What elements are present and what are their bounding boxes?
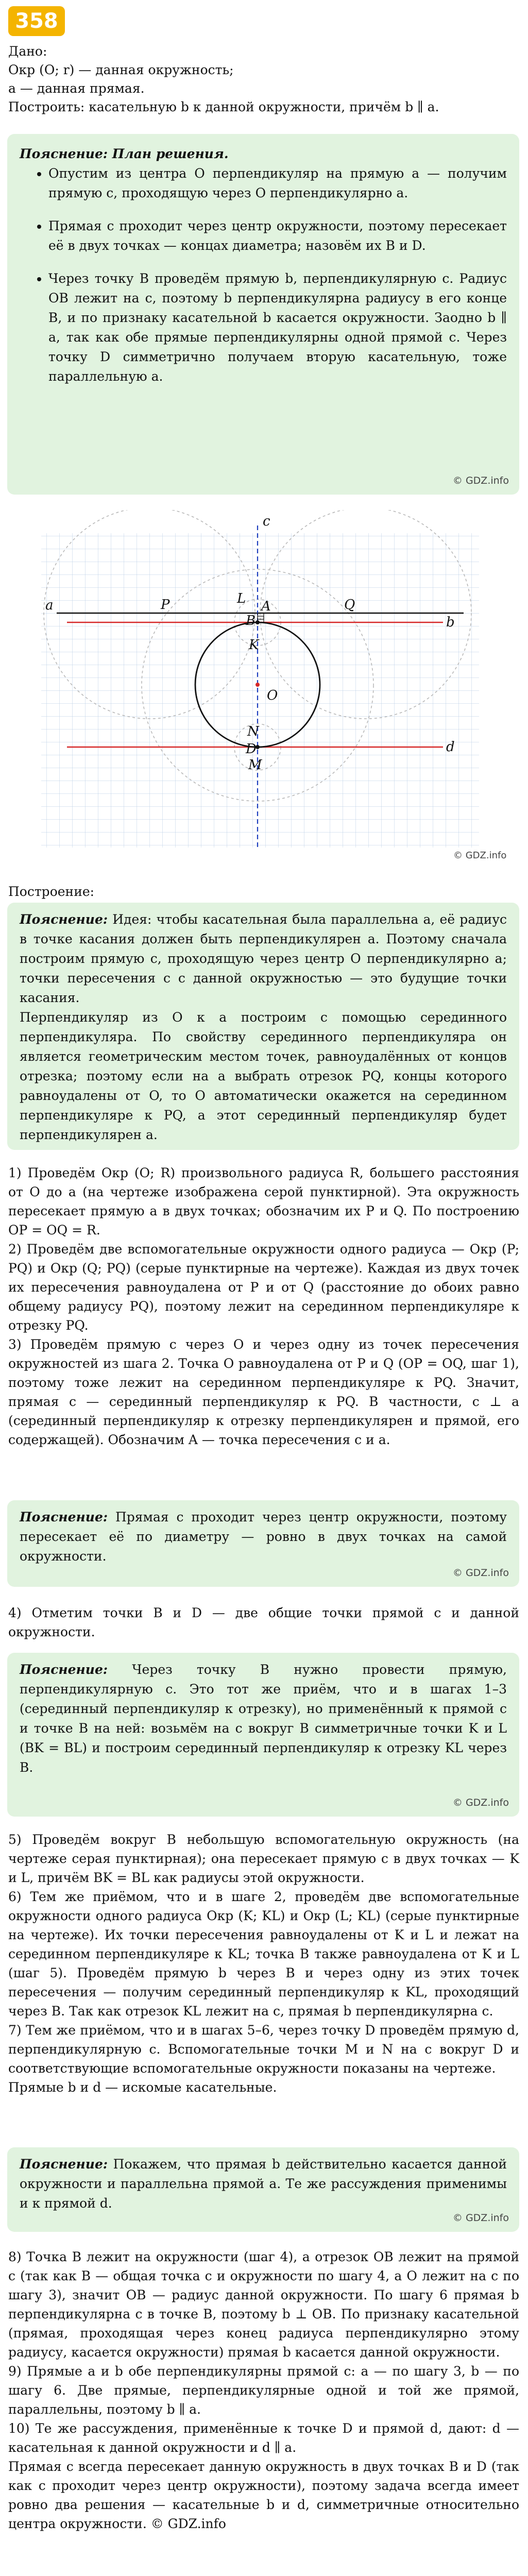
idea-paragraph xyxy=(20,910,507,1008)
explanation-text: Через точку B нужно провести прямую, перпендикулярную c. Это тот же приём, что и в шагах 1–3 (серединный перпендикуляр к отрезку), но применённый к прямой c и точке B на ней: возьмём на c вокруг B симметричные точки K и L (BK = BL) и построим серединный перпендикуляр к отрезку KL через B. xyxy=(20,1662,507,1775)
label-b-point: B xyxy=(246,613,256,629)
construction-figure xyxy=(21,510,507,860)
idea-text: Идея: чтобы касательная была параллельна a, её радиус в точке касания должен быть перпендикулярен a. Поэтому сначала построим прямую c, проходящую через центр O перпендикулярно a; точки пересечения c с данной окружностью — это будущие точки касания. xyxy=(20,912,507,1005)
explanation-paragraph xyxy=(20,1660,507,1777)
construction-heading: Построение: xyxy=(8,884,95,899)
step-paragraph: 6) Тем же приёмом, что и в шаге 2, проведём две вспомогательные окружности одного радиуса Окр (K; KL) и Окр (L; KL) (серые пунктирные на чертеже). Их точки пересечения равноудалены от K и L и лежат на серединном перпендикуляре к KL; точка B также равноудалена от K и L (шаг 5). Проведём прямую b через B и через одну из этих точек пересечения — получим серединный перпендикуляр к KL, проходящий через B. Так как отрезок KL лежит на c, прямая b перпендикулярна c. xyxy=(8,1889,519,2019)
steps-5-7 xyxy=(8,1830,519,2097)
label-p: P xyxy=(161,597,170,613)
given-label: Дано: xyxy=(8,44,47,59)
plan-title: Пояснение: План решения. xyxy=(20,146,229,161)
explanation-lead: Пояснение: xyxy=(20,1510,108,1524)
step-paragraph: 3) Проведём прямую c через O и через одну из точек пересечения окружностей из шага 2. Точка O равноудалена от P и Q (OP = OQ, шаг 1), поэтому тоже лежит на серединном перпендикуляре к PQ. Значит, прямая c — серединный перпендикуляр к PQ. В частности, c ⊥ a (серединный перпендикуляр к отрезку перпендикулярен и прямой, его содержащей). Обозначим A — точка пересечения c и a. xyxy=(8,1337,519,1447)
step-paragraph: Прямые b и d — искомые касательные. xyxy=(8,2080,277,2095)
label-k: K xyxy=(249,637,259,653)
label-q: Q xyxy=(344,597,355,613)
task-statement: Построить: касательную b к данной окружности, причём b ∥ a. xyxy=(8,99,439,114)
step-paragraph: 10) Те же рассуждения, применённые к точке D и прямой d, дают: d — касательная к данной окружности и d ∥ a. xyxy=(8,2421,519,2455)
label-b: b xyxy=(446,615,455,630)
given-section xyxy=(8,42,518,116)
explanation-lead: Пояснение: xyxy=(20,1662,108,1677)
gdz-watermark: © GDZ.info xyxy=(452,1567,509,1579)
label-c: c xyxy=(263,514,270,529)
label-d-point: D xyxy=(246,741,257,757)
center-point xyxy=(256,683,260,687)
label-o: O xyxy=(267,688,278,703)
label-n: N xyxy=(247,724,259,739)
step-paragraph: 4) Отметим точки B и D — две общие точки прямой c и данной окружности. xyxy=(8,1605,519,1639)
point-b xyxy=(256,620,260,624)
gdz-watermark: © GDZ.info xyxy=(452,1797,509,1808)
step-4 xyxy=(8,1603,519,1641)
grid-background xyxy=(41,533,479,848)
plan-item: • Через точку B проведём прямую b, перпендикулярную c. Радиус OB лежит на c, поэтому b перпендикулярна радиусу в его конце B, и по признаку касательной b касается окружности. Заодно b ∥ a, так как обе прямые перпендикулярны одной прямой c. Через точку D симметрично получаем вторую касательную, тоже параллельную a. xyxy=(48,269,507,386)
explanation-box-2 xyxy=(7,1500,519,1587)
explanation-box-4 xyxy=(7,2147,519,2232)
idea-paragraph-2: Перпендикуляр из O к a построим с помощью серединного перпендикуляра. По свойству серединного перпендикуляра он является геометрическим местом точек, равноудалённых от концов отрезка; поэтому если на a выбрать отрезок PQ, концы которого равноудалены от O, то O автоматически окажется на серединном перпендикуляре к PQ, а этот серединный перпендикуляр будет перпендикулярен a. xyxy=(20,1010,507,1142)
explanation-paragraph xyxy=(20,1507,507,1566)
label-l: L xyxy=(237,591,246,606)
gdz-watermark: © GDZ.info xyxy=(452,475,509,486)
given-line: a — данная прямая. xyxy=(8,81,145,96)
plan-list xyxy=(20,164,507,386)
label-m: M xyxy=(248,757,262,773)
step-paragraph: 9) Прямые a и b обе перпендикулярны прямой c: a — по шагу 3, b — по шагу 6. Две прямые, перпендикулярные одной и той же прямой, параллельны, поэтому b ∥ a. xyxy=(8,2364,519,2417)
explanation-text: Прямая c проходит через центр окружности, поэтому пересекает её по диаметру — ровно в двух точках на самой окружности. xyxy=(20,1510,507,1564)
step-paragraph: 1) Проведём Окр (O; R) произвольного радиуса R, большего расстояния от O до a (на чертеже изображена серой пунктирной). Эта окружность пересекает прямую a в двух точках; обозначим их P и Q. По построению OP = OQ = R. xyxy=(8,1165,519,1238)
given-circle: Окр (O; r) — данная окружность; xyxy=(8,62,234,77)
explanation-paragraph xyxy=(20,2155,507,2213)
step-paragraph: Прямая c всегда пересекает данную окружность в двух точках B и D (так как c проходит через центр окружности), поэтому задача всегда имеет ровно два решения — касательные b и d, симметричные относительно центра окружности. © GDZ.info xyxy=(8,2459,519,2531)
label-d: d xyxy=(446,739,455,755)
step-paragraph: 2) Проведём две вспомогательные окружности одного радиуса — Окр (P; PQ) и Окр (Q; PQ) (серые пунктирные на чертеже). Каждая из двух точек их пересечения равноудалена от P и от Q (расстояние до обоих равно общему радиусу PQ), поэтому лежит на серединном перпендикуляре к отрезку PQ. xyxy=(8,1242,519,1333)
plan-box xyxy=(7,134,519,495)
step-paragraph: 5) Проведём вокруг B небольшую вспомогательную окружность (на чертеже серая пунктирная); она пересекает прямую c в двух точках — K и L, причём BK = BL как радиусы этой окружности. xyxy=(8,1832,519,1885)
plan-item: • Прямая c проходит через центр окружности, поэтому пересекает её в двух точках — концах диаметра; назовём их B и D. xyxy=(48,216,507,256)
step-paragraph: 7) Тем же приёмом, что и в шагах 5–6, через точку D проведём прямую d, перпендикулярную c. Вспомогательные точки M и N на c вокруг D и соответствующие вспомогательные окружности показаны на чертеже. xyxy=(8,2023,519,2076)
steps-8-10 xyxy=(8,2247,519,2533)
plan-item: • Опустим из центра O перпендикуляр на прямую a — получим прямую c, проходящую через O перпендикулярно a. xyxy=(48,164,507,203)
explanation-lead: Пояснение: xyxy=(20,2157,108,2172)
idea-box xyxy=(7,903,519,1150)
problem-number-badge: 358 xyxy=(8,6,65,36)
steps-1-3 xyxy=(8,1163,519,1449)
gdz-watermark: © GDZ.info xyxy=(453,850,507,860)
label-a: a xyxy=(45,598,54,613)
step-paragraph: 8) Точка B лежит на окружности (шаг 4), а отрезок OB лежит на прямой c (так как B — общая точка c и окружности по шагу 4, а O лежит на c по шагу 3), значит OB — радиус данной окружности. По шагу 6 прямая b перпендикулярна c в точке B, поэтому b ⊥ OB. По признаку касательной (прямая, проходящая через конец радиуса перпендикулярно этому радиусу, касается окружности) прямая b касается данной окружности. xyxy=(8,2249,519,2360)
explanation-box-3 xyxy=(7,1653,519,1817)
construction-label xyxy=(8,882,519,901)
idea-lead: Пояснение: xyxy=(20,912,108,927)
explanation-text: Покажем, что прямая b действительно касается данной окружности и параллельна прямой a. Те же рассуждения применимы и к прямой d. xyxy=(20,2157,507,2211)
gdz-watermark: © GDZ.info xyxy=(452,2212,509,2224)
label-a-point: A xyxy=(261,599,271,614)
